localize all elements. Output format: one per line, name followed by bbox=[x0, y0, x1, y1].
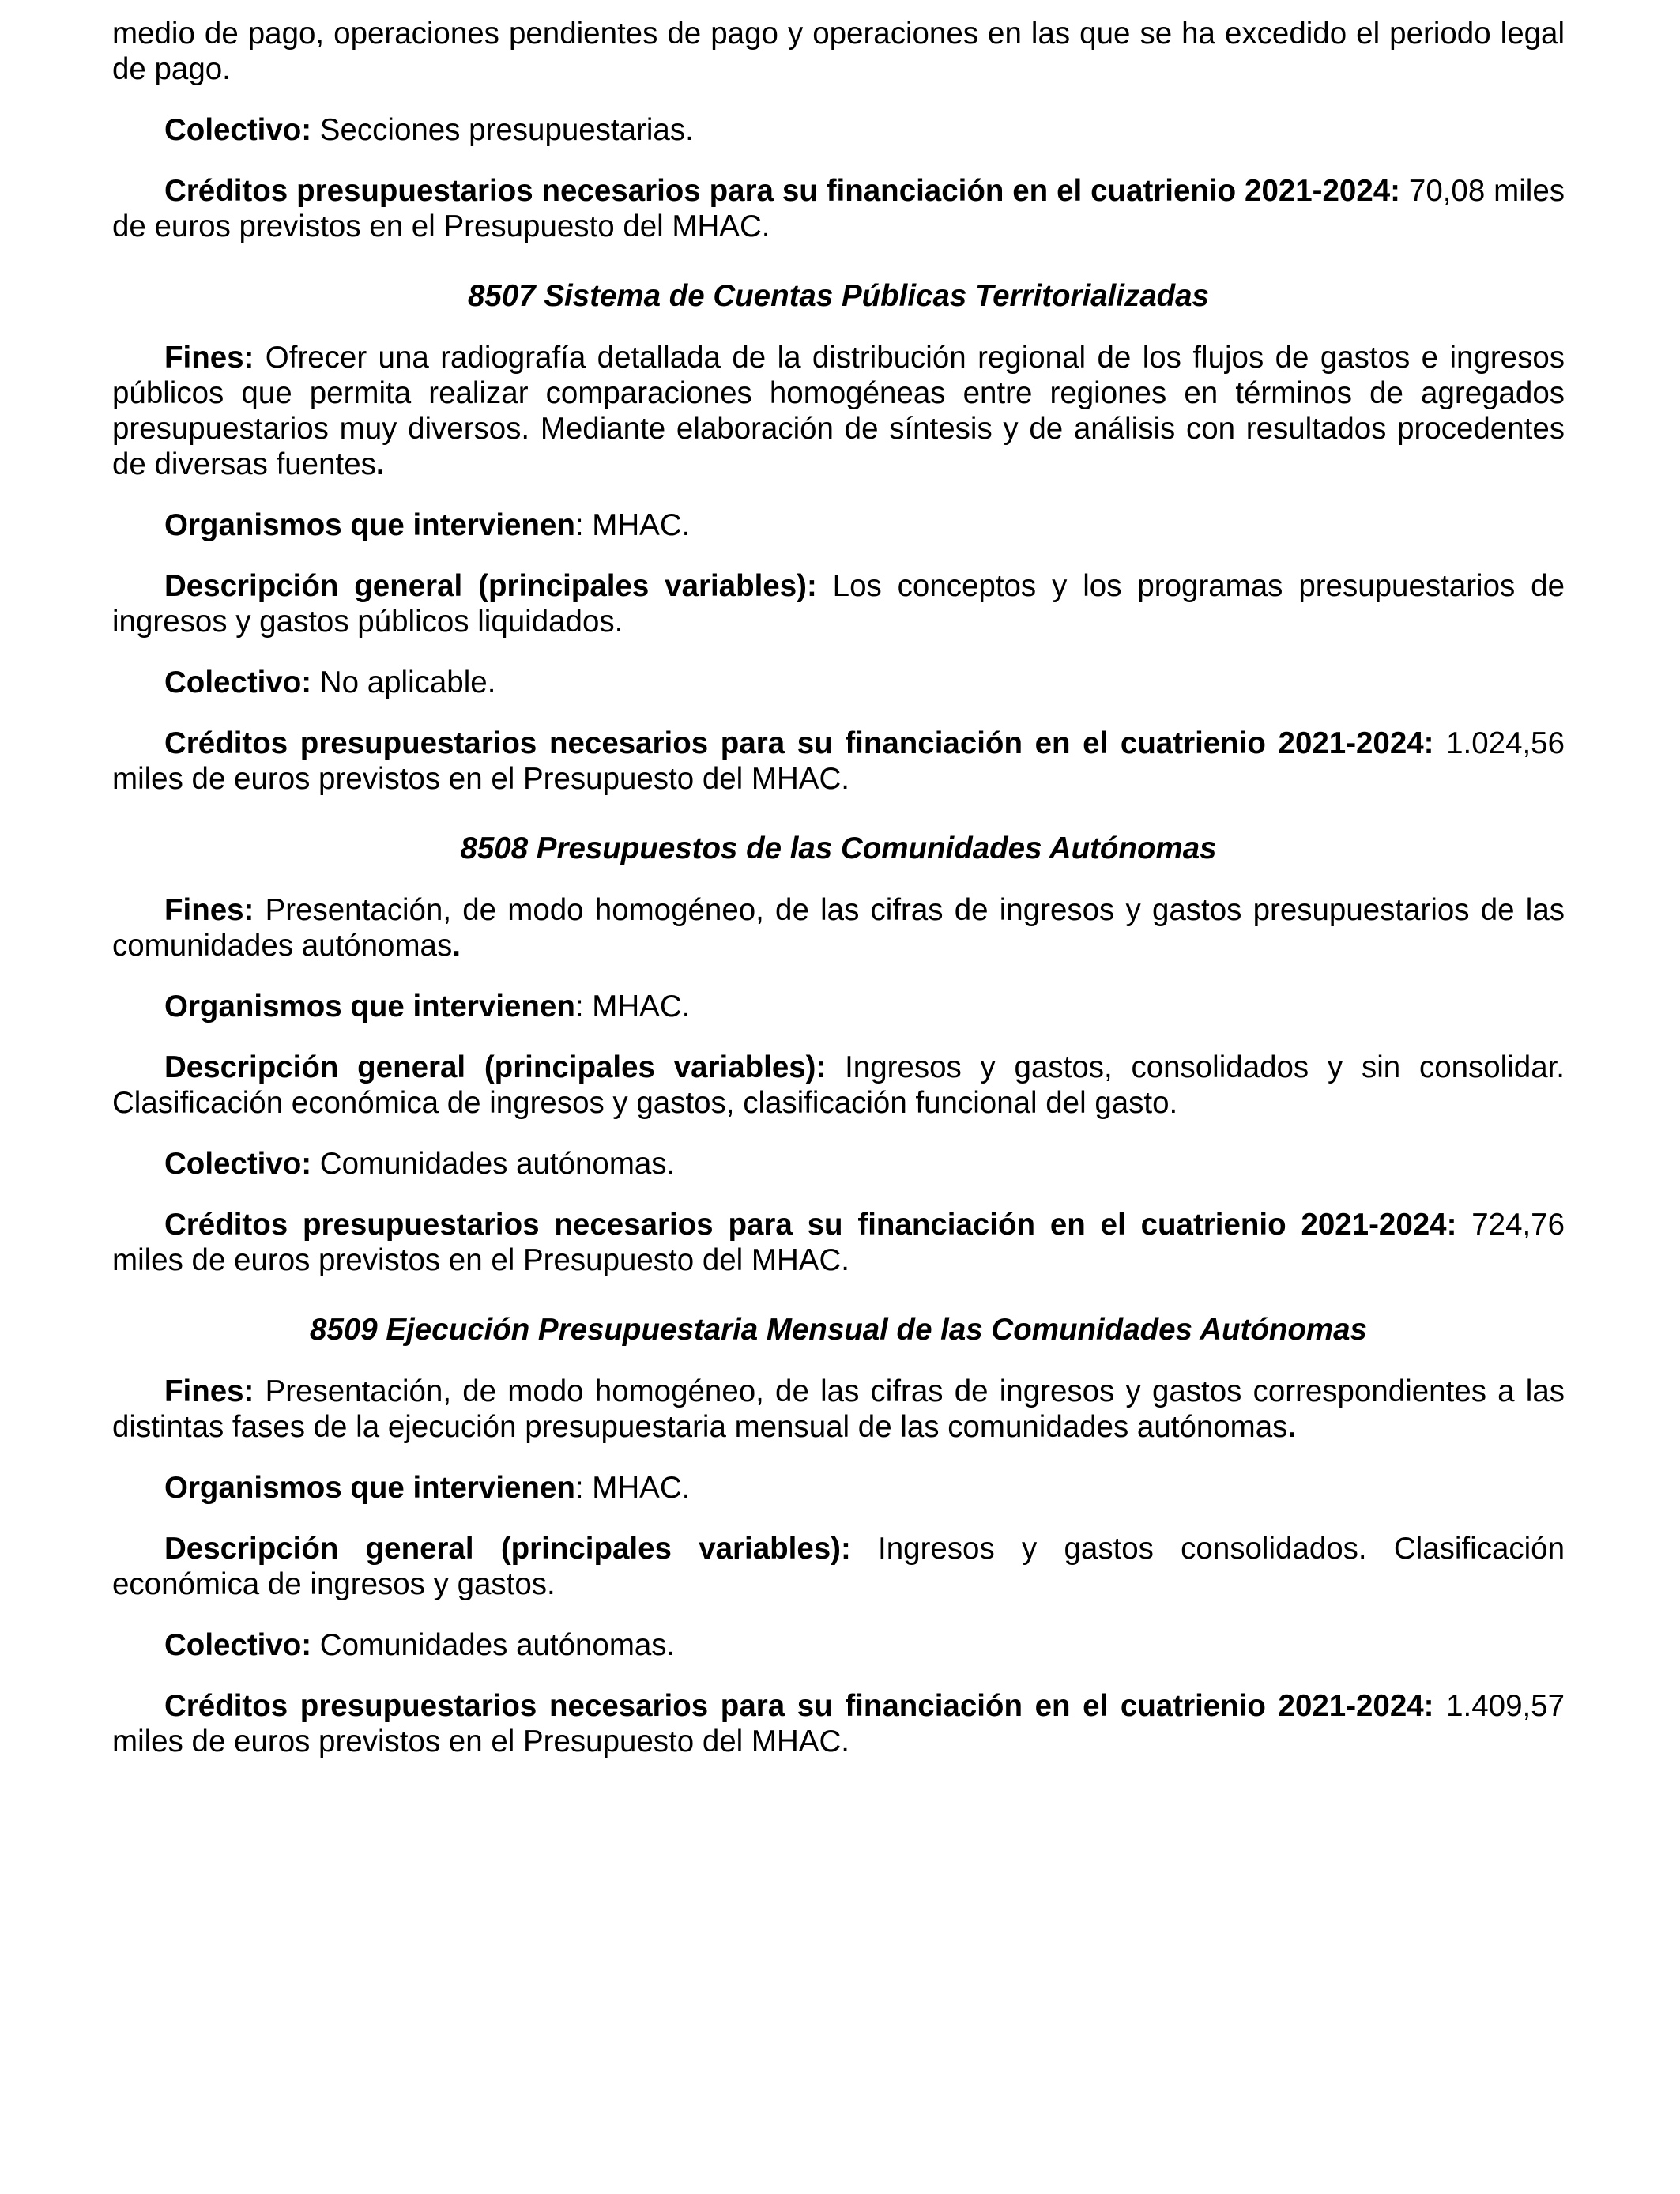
colectivo-label: Colectivo: bbox=[164, 1628, 312, 1662]
descripcion-label: Descripción general (principales variables): bbox=[164, 1532, 851, 1566]
colectivo-paragraph-8508 bbox=[112, 1146, 1565, 1182]
organismos-label: Organismos que intervienen bbox=[164, 1471, 575, 1505]
colectivo-paragraph-8507 bbox=[112, 665, 1565, 700]
organismos-paragraph-8509 bbox=[112, 1470, 1565, 1506]
creditos-value: 70,08 miles de euros previstos en el Presupuesto del MHAC. bbox=[112, 174, 1565, 243]
organismos-label: Organismos que intervienen bbox=[164, 508, 575, 542]
creditos-paragraph bbox=[112, 173, 1565, 244]
creditos-label: Créditos presupuestarios necesarios para su financiación en el cuatrienio 2021-2024: bbox=[164, 1208, 1457, 1242]
section-heading-8507: 8507 Sistema de Cuentas Públicas Territorializadas bbox=[468, 279, 1209, 313]
fines-label: Fines: bbox=[164, 893, 254, 927]
descripcion-paragraph-8507 bbox=[112, 568, 1565, 639]
creditos-label: Créditos presupuestarios necesarios para su financiación en el cuatrienio 2021-2024: bbox=[164, 1689, 1434, 1723]
fines-label: Fines: bbox=[164, 1374, 254, 1408]
creditos-paragraph-8508 bbox=[112, 1207, 1565, 1278]
creditos-value: 1.409,57 miles de euros previstos en el Presupuesto del MHAC. bbox=[112, 1689, 1565, 1759]
descripcion-paragraph-8509 bbox=[112, 1531, 1565, 1602]
colectivo-value: Comunidades autónomas. bbox=[311, 1147, 676, 1181]
colectivo-label: Colectivo: bbox=[164, 665, 312, 699]
organismos-paragraph-8508 bbox=[112, 989, 1565, 1024]
colectivo-label: Colectivo: bbox=[164, 1147, 312, 1181]
section-heading-8508: 8508 Presupuestos de las Comunidades Autónomas bbox=[460, 831, 1217, 865]
creditos-label: Créditos presupuestarios necesarios para su financiación en el cuatrienio 2021-2024: bbox=[164, 726, 1434, 760]
colectivo-paragraph-8509 bbox=[112, 1627, 1565, 1663]
descripcion-value: Los conceptos y los programas presupuestarios de ingresos y gastos públicos liquidados. bbox=[112, 569, 1565, 639]
organismos-value: : MHAC. bbox=[574, 508, 691, 542]
fines-value: Presentación, de modo homogéneo, de las cifras de ingresos y gastos presupuestarios de las comunidades autónomas bbox=[112, 893, 1565, 963]
intro-paragraph bbox=[112, 16, 1565, 87]
fines-end: . bbox=[375, 447, 385, 481]
colectivo-value: Secciones presupuestarias. bbox=[311, 113, 694, 147]
fines-value: Ofrecer una radiografía detallada de la distribución regional de los flujos de gastos e ingresos públicos que permita realizar comparaciones homogéneas entre regiones en términos de agregados presupuestarios muy diversos. Mediante elaboración de síntesis y de análisis con resultados procedentes de diversas fuentes bbox=[112, 341, 1565, 481]
colectivo-value: No aplicable. bbox=[311, 665, 496, 699]
creditos-label: Créditos presupuestarios necesarios para su financiación en el cuatrienio 2021-2024: bbox=[164, 174, 1400, 208]
fines-label: Fines: bbox=[164, 341, 254, 375]
colectivo-value: Comunidades autónomas. bbox=[311, 1628, 676, 1662]
organismos-paragraph-8507 bbox=[112, 507, 1565, 543]
organismos-value: : MHAC. bbox=[574, 1471, 691, 1505]
fines-value: Presentación, de modo homogéneo, de las cifras de ingresos y gastos correspondientes a las distintas fases de la ejecución presupuestaria mensual de las comunidades autónomas bbox=[112, 1374, 1565, 1444]
creditos-paragraph-8507 bbox=[112, 726, 1565, 797]
intro-text: medio de pago, operaciones pendientes de pago y operaciones en las que se ha excedido el periodo legal de pago. bbox=[112, 17, 1565, 86]
descripcion-value: Ingresos y gastos consolidados. Clasificación económica de ingresos y gastos. bbox=[112, 1532, 1565, 1601]
creditos-value: 1.024,56 miles de euros previstos en el Presupuesto del MHAC. bbox=[112, 726, 1565, 796]
document-page bbox=[112, 16, 1565, 1785]
descripcion-value: Ingresos y gastos, consolidados y sin consolidar. Clasificación económica de ingresos y gastos, clasificación funcional del gasto. bbox=[112, 1050, 1565, 1120]
colectivo-paragraph bbox=[112, 112, 1565, 148]
fines-paragraph-8509 bbox=[112, 1374, 1565, 1445]
descripcion-label: Descripción general (principales variables): bbox=[164, 1050, 827, 1084]
fines-paragraph-8508 bbox=[112, 892, 1565, 963]
fines-paragraph-8507 bbox=[112, 340, 1565, 482]
organismos-label: Organismos que intervienen bbox=[164, 990, 575, 1023]
fines-end: . bbox=[452, 929, 461, 963]
section-heading-8509: 8509 Ejecución Presupuestaria Mensual de las Comunidades Autónomas bbox=[310, 1313, 1367, 1347]
organismos-value: : MHAC. bbox=[574, 990, 691, 1023]
colectivo-label: Colectivo: bbox=[164, 113, 312, 147]
descripcion-paragraph-8508 bbox=[112, 1050, 1565, 1121]
creditos-value: 724,76 miles de euros previstos en el Presupuesto del MHAC. bbox=[112, 1208, 1565, 1277]
fines-end: . bbox=[1287, 1410, 1297, 1444]
descripcion-label: Descripción general (principales variables): bbox=[164, 569, 817, 603]
creditos-paragraph-8509 bbox=[112, 1688, 1565, 1759]
